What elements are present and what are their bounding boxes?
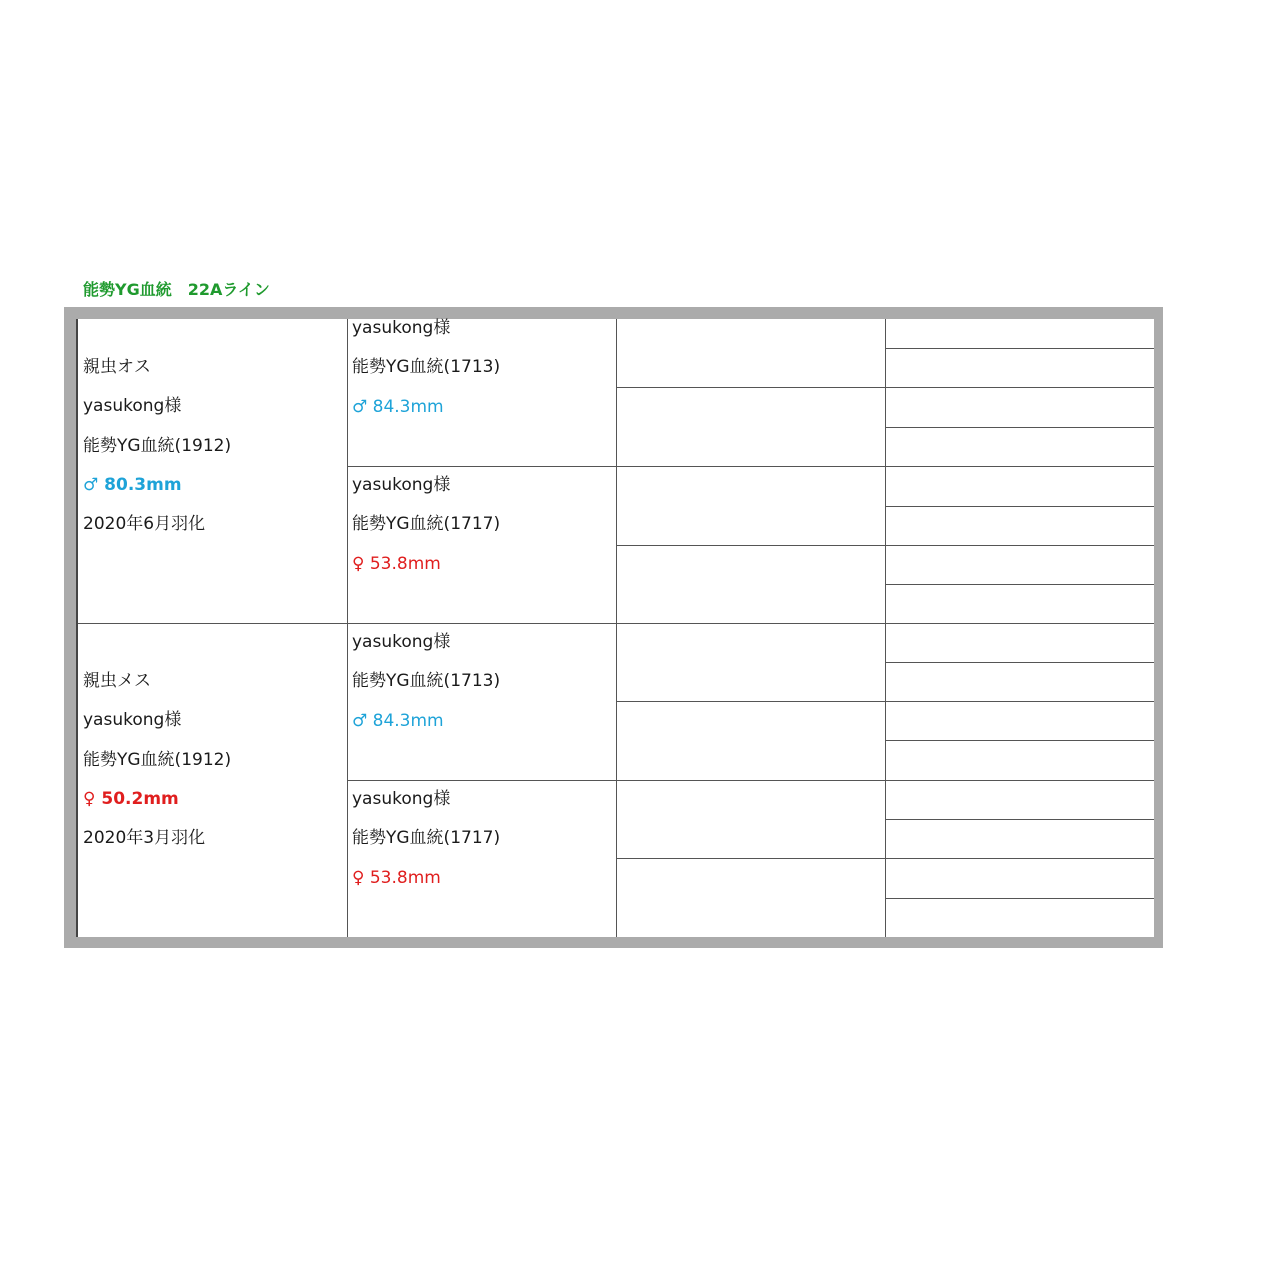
row-divider <box>616 858 1154 859</box>
parent-size: ♂ 80.3mm <box>83 474 182 495</box>
column-divider <box>347 319 348 937</box>
grandparent-cell <box>352 309 500 427</box>
grandparent-bloodline: 能勢YG血統(1713) <box>352 357 501 378</box>
row-divider <box>885 348 1154 349</box>
row-divider <box>885 584 1154 585</box>
parent-owner: yasukong様 <box>83 710 182 731</box>
grandparent-owner: yasukong様 <box>352 632 451 652</box>
row-divider <box>78 623 1154 624</box>
parent-label: 親虫オス <box>83 357 151 377</box>
grandparent-cell <box>352 623 500 741</box>
row-divider <box>616 545 1154 546</box>
grandparent-cell <box>352 466 500 584</box>
row-divider <box>885 662 1154 663</box>
row-divider <box>616 387 1154 388</box>
grandparent-size: ♂ 84.3mm <box>352 396 444 417</box>
grandparent-bloodline: 能勢YG血統(1717) <box>352 828 501 849</box>
grandparent-owner: yasukong様 <box>352 318 451 338</box>
grandparent-size: ♀ 53.8mm <box>352 553 441 574</box>
parent-bloodline: 能勢YG血統(1912) <box>83 435 232 456</box>
row-divider <box>885 740 1154 741</box>
row-divider <box>885 898 1154 899</box>
column-divider <box>885 319 886 937</box>
parent-emerged-date: 2020年6月羽化 <box>83 514 206 535</box>
parent-female-cell <box>83 662 231 858</box>
row-divider <box>885 427 1154 428</box>
parent-owner: yasukong様 <box>83 396 182 417</box>
grandparent-owner: yasukong様 <box>352 475 451 495</box>
parent-bloodline: 能勢YG血統(1912) <box>83 749 232 770</box>
parent-emerged-date: 2020年3月羽化 <box>83 828 206 849</box>
row-divider <box>616 701 1154 702</box>
grandparent-cell <box>352 780 500 898</box>
grandparent-size: ♂ 84.3mm <box>352 710 444 731</box>
parent-size: ♀ 50.2mm <box>83 788 179 809</box>
page-title: 能勢YG血統 22Aライン <box>83 280 270 299</box>
grandparent-bloodline: 能勢YG血統(1713) <box>352 671 501 692</box>
row-divider <box>885 819 1154 820</box>
pedigree-table <box>76 319 1154 937</box>
column-divider <box>616 319 617 937</box>
row-divider <box>885 506 1154 507</box>
grandparent-bloodline: 能勢YG血統(1717) <box>352 514 501 535</box>
parent-label: 親虫メス <box>83 671 151 691</box>
parent-male-cell <box>83 348 231 544</box>
grandparent-size: ♀ 53.8mm <box>352 867 441 888</box>
grandparent-owner: yasukong様 <box>352 789 451 809</box>
